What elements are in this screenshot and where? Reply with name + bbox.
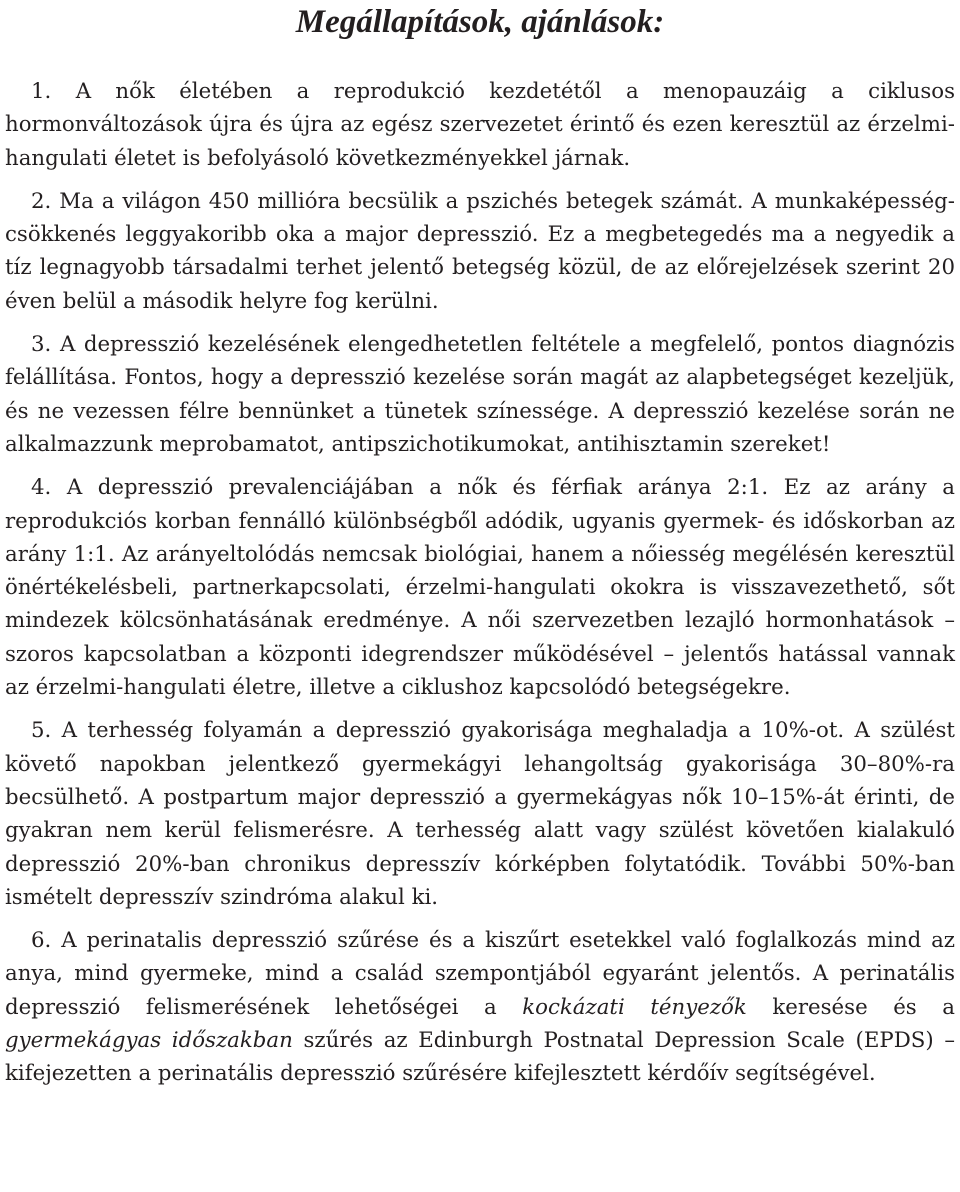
paragraph-5 bbox=[5, 714, 955, 914]
paragraph-2 bbox=[5, 185, 955, 318]
paragraph-1 bbox=[5, 75, 955, 175]
paragraph-4 bbox=[5, 471, 955, 704]
paragraph-text: A terhesség folyamán a depresszió gyakorisága meghaladja a 10%-ot. A szülést követő napokban jelentkező gyermekágyi lehangoltság gyakorisága 30–80%-ra becsülhető. A postpartum major depresszió a gyermekágyas nők 10–15%-át érinti, de gyakran nem kerül felismerésre. A terhesség alatt vagy szülést követően kialakuló depresszió 20%-ban chronikus depresszív kórképben folytatódik. További 50%-ban ismételt depresszív szindróma alakul ki. bbox=[5, 718, 955, 910]
page-heading: Megállapítások, ajánlások: bbox=[295, 4, 665, 40]
paragraph-text: szűrés az Edinburgh Postnatal Depression Scale (EPDS) – kifejezetten a perinatális depresszió szűrésére kifejlesztett kérdőív segítségével. bbox=[5, 1028, 955, 1087]
paragraph-text: A nők életében a reprodukció kezdetétől a menopauzáig a ciklusos hormonváltozások újra és újra az egész szervezetet érintő és ezen keresztül az érzelmi-hangulati életet is befolyásoló következményekkel járnak. bbox=[5, 79, 955, 171]
paragraph-text: Ma a világon 450 millióra becsülik a pszichés betegek számát. A munkaképesség-csökkenés leggyakoribb oka a major depresszió. Ez a megbetegedés ma a negyedik a tíz legnagyobb társadalmi terhet jelentő betegség közül, de az előrejelzések szerint 20 éven belül a második helyre fog kerülni. bbox=[5, 188, 956, 314]
paragraph-6 bbox=[5, 924, 955, 1090]
paragraph-text: A perinatalis depresszió szűrése és a kiszűrt esetekkel való foglalkozás mind az anya, mind gyermeke, mind a család szempontjából egyaránt jelentős. A perinatális depresszió felismerésének lehetőségei a bbox=[5, 928, 955, 1020]
paragraph-3 bbox=[5, 328, 955, 461]
paragraph-text: A depresszió kezelésének elengedhetetlen feltétele a megfelelő, pontos diagnózis felállítása. Fontos, hogy a depresszió kezelése során magát az alapbetegséget kezeljük, és ne vezessen félre bennünket a tünetek színessége. A depresszió kezelése során ne alkalmazzunk meprobamatot, antipszichotikumokat, antihisztamin szereket! bbox=[5, 332, 955, 457]
paragraph-text: A depresszió prevalenciájában a nők és férfiak aránya 2:1. Ez az arány a reprodukciós korban fennálló különbségből adódik, ugyanis gyermek- és időskorban az arány 1:1. Az arányeltolódás nemcsak biológiai, hanem a nőiesség megélésén keresztül önértékelésbeli, partnerkapcsolati, érzelmi-hangulati okokra is visszavezethető, sőt mindezek kölcsönhatásának eredménye. A női szervezetben lezajló hormonhatások – szoros kapcsolatban a központi idegrendszer működésével – jelentős hatással vannak az érzelmi-hangulati életre, illetve a ciklushoz kapcsolódó betegségekre. bbox=[5, 475, 955, 701]
paragraph-number: 5. bbox=[31, 718, 52, 744]
paragraph-number: 1. bbox=[31, 79, 52, 104]
paragraph-text: keresése és a bbox=[772, 994, 955, 1020]
paragraph-number: 4. bbox=[31, 475, 52, 501]
italic-term-postpartum-period: gyermekágyas időszakban bbox=[5, 1028, 293, 1054]
paragraph-number: 6. bbox=[31, 928, 52, 954]
italic-term-risk-factors: kockázati tényezők bbox=[522, 994, 747, 1020]
document-page bbox=[5, 0, 955, 1091]
paragraph-number: 3. bbox=[31, 332, 52, 358]
paragraph-number: 2. bbox=[31, 188, 52, 214]
